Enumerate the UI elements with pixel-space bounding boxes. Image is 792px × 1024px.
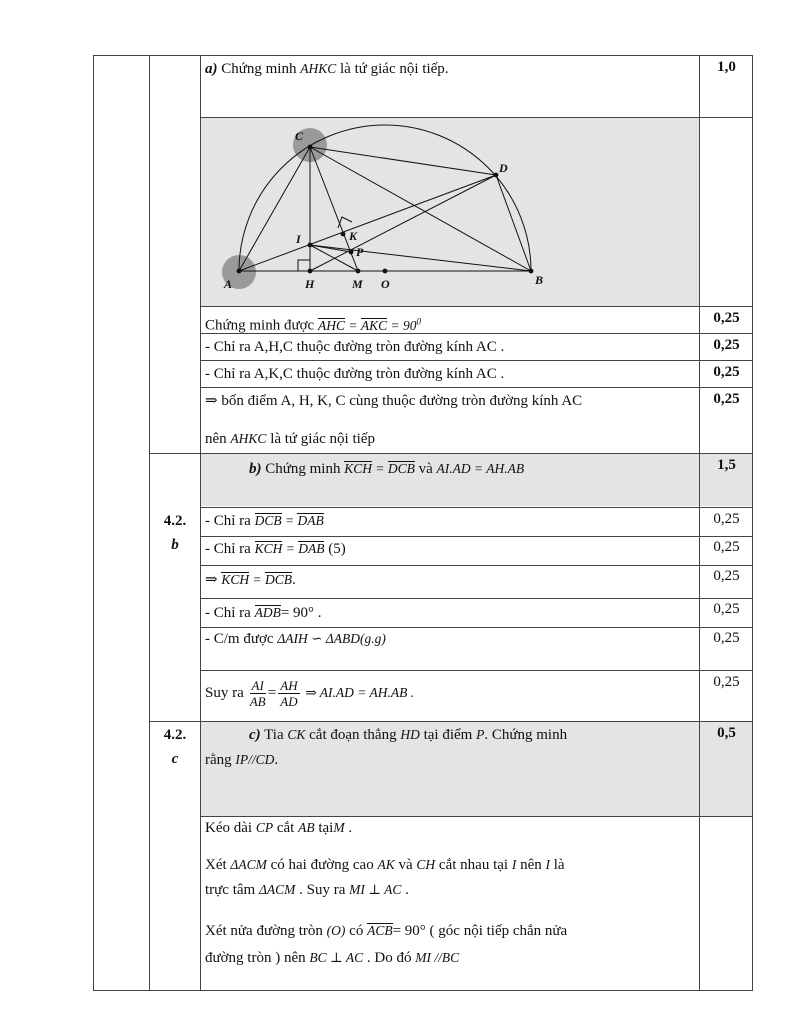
part-b-row-2-score: 0,25: [713, 539, 740, 555]
para-text: .: [348, 820, 353, 836]
part-b-heading: [249, 459, 739, 479]
label-H: H: [305, 277, 315, 291]
fraction-num: AI: [251, 678, 264, 694]
para-text: nên: [520, 857, 542, 873]
part-b-row-4-score: 0,25: [713, 601, 740, 617]
row-text: - C/m được: [205, 631, 274, 647]
para-text: . Do đó: [366, 950, 412, 966]
part-b-row-3-score: 0,25: [713, 568, 740, 584]
angle-2: DAB: [298, 541, 325, 556]
part-a-heading-math: AHKC: [300, 61, 337, 76]
part-c-heading-line-1: [249, 725, 699, 745]
para-math: CH: [416, 857, 436, 872]
para-text: và: [398, 857, 413, 873]
row-divider: [200, 536, 753, 537]
label-K: K: [349, 229, 358, 243]
part-c-paragraph-2-line-2: [205, 880, 695, 900]
part-b-heading-text: Chứng minh: [265, 461, 341, 477]
part-a-heading-text-end: là tứ giác nội tiếp.: [340, 61, 449, 77]
right-angle-mark-H: [298, 260, 310, 271]
angle-2: DCB: [264, 572, 292, 587]
point-A: [237, 269, 242, 274]
part-b-label: [149, 509, 201, 557]
heading-text: . Chứng minh: [484, 727, 568, 743]
para-math: CP: [255, 820, 274, 835]
heading-text: .: [274, 752, 279, 768]
part-a-row-3-score: 0,25: [713, 364, 740, 380]
part-c-label-number: 4.2.: [163, 727, 187, 743]
para-text: Kéo dài: [205, 820, 253, 836]
para-text: .: [405, 882, 409, 898]
heading-math: CK: [287, 727, 306, 742]
part-b-row-5-score: 0,25: [713, 630, 740, 646]
point-O: [383, 269, 388, 274]
part-a-heading-text: Chứng minh: [221, 61, 297, 77]
para-math: BC ⊥ AC: [309, 950, 364, 965]
segment-DB: [496, 175, 531, 271]
fraction-num: AH: [280, 678, 298, 694]
angle-DCB: DCB: [387, 461, 415, 476]
para-math: MI //BC: [415, 950, 460, 965]
part-a-row-1-score: 0,25: [713, 310, 740, 326]
segment-IB: [310, 245, 531, 271]
label-D: D: [499, 161, 508, 175]
part-c-paragraph-2-line-1: [205, 855, 695, 875]
part-b-label-number: 4.2.: [163, 513, 187, 529]
part-a-row-4-line-1: ⇒ bốn điểm A, H, K, C cùng thuộc đường tròn đường kính AC: [205, 393, 583, 409]
para-math: ΔACM: [230, 857, 267, 872]
heading-text: Tia: [264, 727, 284, 743]
row-text: - Chỉ ra: [205, 605, 251, 621]
heading-math: HD: [400, 727, 420, 742]
angle-ACB: ACB: [367, 923, 393, 938]
row-math: AHKC: [230, 431, 267, 446]
part-b-row-5: [205, 629, 695, 649]
label-I: I: [296, 232, 301, 246]
row-text-end: là tứ giác nội tiếp: [270, 431, 375, 447]
row-divider: [200, 816, 753, 817]
point-M: [356, 269, 361, 274]
para-math: AB: [298, 820, 315, 835]
part-a-row-4-line-2: [205, 429, 695, 449]
row-text: - Chỉ ra: [205, 541, 251, 557]
para-math: I: [511, 857, 517, 872]
solution-table: [93, 55, 753, 991]
part-a-row-2-score: 0,25: [713, 337, 740, 353]
angle-KCH: KCH: [344, 461, 372, 476]
part-b-heading-math-2: AI.AD = AH.AB: [436, 461, 525, 476]
para-text: = 90° ( góc nội tiếp chắn nửa: [392, 923, 568, 939]
angle-1: KCH: [254, 541, 283, 556]
para-text: cắt: [276, 820, 295, 836]
part-c-score: 0,5: [717, 725, 736, 741]
part-a-row-2: - Chỉ ra A,H,C thuộc đường tròn đường kính AC .: [205, 339, 505, 355]
row-text: - Chỉ ra: [205, 513, 251, 529]
fraction-den: AD: [280, 694, 298, 710]
fraction-AH-AD: [278, 678, 299, 709]
row-note: (5): [328, 541, 346, 557]
label-A: A: [224, 277, 233, 291]
row-text: nên: [205, 431, 227, 447]
part-a-heading: [205, 59, 695, 79]
table-border-bottom: [93, 990, 753, 991]
part-b-row-2: [205, 539, 695, 559]
para-text: tại: [318, 820, 334, 836]
row-math: ΔAIH ∽ ΔABD(g.g): [277, 631, 386, 646]
row-text: Suy ra: [205, 685, 244, 701]
part-b-row-4: [205, 603, 695, 623]
row-math: ⇒ AI.AD = AH.AB .: [305, 685, 415, 700]
angle-2: DAB: [297, 513, 324, 528]
row-math: KCH = DCB: [221, 572, 292, 587]
para-text: . Suy ra: [299, 882, 346, 898]
row-text: Chứng minh được: [205, 317, 315, 334]
label-P: P: [356, 245, 364, 259]
para-text: Xét nửa đường tròn: [205, 923, 323, 939]
label-M: M: [352, 277, 363, 291]
row-math: AHC = AKC = $90^0$: [317, 316, 421, 333]
row-end: = 90° .: [280, 605, 322, 621]
part-c-label-letter: c: [171, 751, 179, 767]
row-end: .: [291, 572, 296, 588]
point-K: [341, 232, 346, 237]
para-math: (O): [326, 923, 346, 938]
point-H: [308, 269, 313, 274]
para-math: ΔACM: [258, 882, 296, 897]
row-divider: [200, 360, 753, 361]
segment-HD: [310, 175, 496, 271]
part-b-label-letter: b: [171, 537, 179, 553]
angle-ADB: ADB: [254, 605, 281, 620]
heading-text: cắt đoạn thẳng: [309, 727, 397, 743]
para-text: có hai đường cao: [270, 857, 374, 873]
point-C: [308, 145, 313, 150]
point-P: [349, 250, 354, 255]
point-D: [494, 173, 499, 178]
row-divider: [200, 598, 753, 599]
para-math: [367, 923, 393, 938]
part-c-letter: c): [249, 727, 261, 743]
point-I: [308, 243, 313, 248]
part-a-row-4-score: 0,25: [713, 391, 740, 407]
para-math: I: [545, 857, 550, 872]
part-b-row-6-score: 0,25: [713, 674, 740, 690]
label-C: C: [295, 129, 304, 143]
para-text: cắt nhau tại: [438, 857, 509, 873]
para-math: MI ⊥ AC: [349, 882, 402, 897]
part-b-row-1: [205, 511, 695, 531]
part-c-paragraph-3-line-1: [205, 921, 695, 941]
heading-text: rằng: [205, 752, 232, 768]
para-text: trực tâm: [205, 882, 256, 898]
part-b-heading-math-1: KCH = DCB: [344, 461, 415, 476]
part-a-row-1: [205, 311, 695, 336]
segment-CB: [310, 147, 531, 271]
angle-1: DCB: [254, 513, 282, 528]
row-divider: [200, 387, 753, 388]
part-a-score: 1,0: [717, 59, 736, 75]
heading-math: P: [476, 727, 485, 742]
angle-1: KCH: [221, 572, 250, 587]
segment-AD: [239, 175, 496, 271]
part-a-row-3: - Chỉ ra A,K,C thuộc đường tròn đường kính AC .: [205, 366, 505, 382]
heading-math: IP//CD: [235, 752, 275, 767]
part-b-row-1-score: 0,25: [713, 511, 740, 527]
right-angle-mark-K: [338, 217, 352, 228]
para-text: có: [349, 923, 364, 939]
part-b-heading-conj: và: [418, 461, 433, 477]
label-B: B: [535, 273, 544, 287]
geometry-figure: [201, 118, 699, 306]
table-border-left: [93, 55, 94, 991]
row-divider: [200, 565, 753, 566]
row-math: DCB = DAB: [254, 513, 324, 528]
row-divider: [200, 627, 753, 628]
label-O: O: [381, 277, 390, 291]
row-divider: [149, 453, 753, 454]
part-c-paragraph-3-line-2: [205, 948, 695, 968]
semicircle-arc: [239, 125, 531, 271]
part-b-row-6: Suy ra $\frac{AI}{AB}$ = $\frac{AH}{AD}$ ⇒ AI.AD = AH.AB .: [205, 678, 415, 710]
row-divider: [149, 721, 753, 722]
row-divider: [200, 507, 753, 508]
part-c-label: [149, 723, 201, 771]
part-b-letter: b): [249, 461, 262, 477]
part-a-letter: a): [205, 61, 218, 77]
fraction-den: AB: [249, 694, 266, 710]
para-text: là: [553, 857, 565, 873]
row-math: KCH = DAB: [254, 541, 325, 556]
part-c-paragraph-1: [205, 818, 695, 838]
para-text: Xét: [205, 857, 227, 873]
point-B: [529, 269, 534, 274]
heading-text: tại điểm: [423, 727, 473, 743]
implies-symbol: ⇒: [205, 572, 218, 588]
degree-sup: 0: [416, 316, 421, 326]
table-border-top: [93, 55, 753, 56]
para-text: đường tròn ) nên: [205, 950, 306, 966]
row-divider: [200, 670, 753, 671]
para-math: AK: [377, 857, 395, 872]
fraction-AI-AB: [250, 678, 266, 709]
segment-AC: [239, 147, 310, 271]
part-b-score: 1,5: [717, 457, 736, 473]
row-math: [255, 605, 281, 620]
para-math: M: [333, 820, 345, 835]
row-divider: [200, 306, 753, 307]
part-b-row-3: [205, 570, 695, 590]
part-c-heading-line-2: [205, 750, 695, 770]
